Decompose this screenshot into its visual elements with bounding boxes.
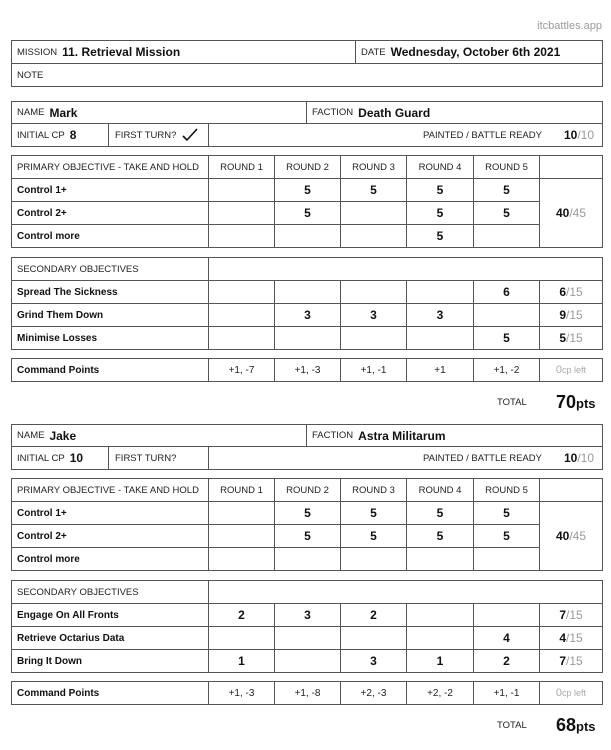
command-points-cell[interactable]: +1, -3 [208,681,275,705]
primary-row-label: Control 1+ [11,178,209,202]
secondary-header-blank [208,257,603,281]
primary-score-cell[interactable]: 5 [473,178,540,202]
round-header [208,478,275,502]
primary-score-cell[interactable]: 5 [340,501,407,525]
cp-left-value: 0 [555,364,563,376]
cp-left-unit: cp left [562,688,587,698]
round-header-label: ROUND 1 [220,161,263,173]
painted-field[interactable] [208,446,603,470]
round-header [473,155,540,179]
round-header [340,155,407,179]
round-header [406,155,474,179]
secondary-row-label: Bring It Down [11,649,209,673]
secondary-total [539,303,603,327]
secondary-header [11,580,209,604]
secondary-score-cell[interactable] [473,603,540,627]
primary-score-cell[interactable] [208,178,275,202]
player-total [556,392,596,413]
player-name-value: Mark [49,105,78,120]
primary-score-cell[interactable] [208,224,275,248]
primary-score-cell[interactable] [208,524,275,548]
primary-header-label: PRIMARY OBJECTIVE - TAKE AND HOLD [17,161,199,173]
secondary-row-label: Grind Them Down [11,303,209,327]
faction-value: Astra Militarum [358,428,446,443]
primary-header [11,478,209,502]
secondary-row-label: Engage On All Fronts [11,603,209,627]
primary-score-cell[interactable]: 5 [406,501,474,525]
primary-score-cell[interactable]: 5 [473,501,540,525]
secondary-total-out-of: /15 [566,331,583,345]
secondary-total-out-of: /15 [566,631,583,645]
player-name-value: Jake [49,428,77,443]
secondary-score-cell[interactable]: 2 [473,649,540,673]
painted-field[interactable] [208,123,603,147]
secondary-total-value: 4 [559,631,566,645]
player-total [556,715,596,736]
primary-score-cell[interactable] [208,501,275,525]
primary-total-out-of: /45 [569,206,587,220]
primary-score-cell[interactable] [208,547,275,571]
cp-left-unit: cp left [562,365,587,375]
secondary-score-cell[interactable]: 3 [406,303,474,327]
secondary-score-cell[interactable]: 4 [473,626,540,650]
round-header-label: ROUND 3 [352,484,395,496]
secondary-score-cell[interactable] [340,326,407,350]
painted-score: 10 [563,128,578,142]
secondary-score-cell[interactable]: 3 [274,303,341,327]
brand-label: itcbattles.app [537,20,602,32]
secondary-score-cell[interactable] [208,626,275,650]
primary-score-cell[interactable] [340,547,407,571]
round-header [340,478,407,502]
secondary-score-cell[interactable] [406,626,474,650]
mission-value: 11. Retrieval Mission [62,45,181,59]
player-total-unit: pts [576,396,596,411]
primary-score-cell[interactable] [274,224,341,248]
first-turn-field[interactable] [108,446,209,470]
player-total-value: 70 [556,392,577,412]
initial-cp-field[interactable] [11,446,109,470]
name-label: NAME [17,430,45,441]
painted-score: 10 [563,451,578,465]
mission-field[interactable] [11,40,356,64]
secondary-total [539,280,603,304]
player-name-field[interactable] [11,101,307,124]
faction-label: FACTION [312,430,354,441]
secondary-total [539,626,603,650]
secondary-total-value: 5 [559,331,566,345]
faction-label: FACTION [312,107,354,118]
command-points-label: Command Points [11,681,209,705]
secondary-header-blank [208,580,603,604]
primary-score-cell[interactable]: 5 [274,178,341,202]
primary-score-cell[interactable] [208,201,275,225]
secondary-score-cell[interactable] [340,280,407,304]
command-points-cell[interactable]: +1, -1 [340,358,407,382]
initial-cp-label: INITIAL CP [17,129,65,141]
secondary-total-out-of: /15 [566,285,583,299]
painted-label: PAINTED / BATTLE READY [423,452,542,464]
round-header-label: ROUND 2 [286,161,329,173]
primary-score-cell[interactable]: 5 [274,524,341,548]
initial-cp-field[interactable] [11,123,109,147]
date-field[interactable] [355,40,603,64]
primary-score-cell[interactable] [274,547,341,571]
secondary-score-cell[interactable]: 3 [340,303,407,327]
secondary-score-cell[interactable]: 2 [340,603,407,627]
primary-score-cell[interactable]: 5 [406,178,474,202]
command-points-cell[interactable]: +1 [406,358,474,382]
round-header-label: ROUND 5 [485,484,528,496]
secondary-row-label: Spread The Sickness [11,280,209,304]
faction-field[interactable] [306,424,603,447]
secondary-total-out-of: /15 [566,654,583,668]
name-label: NAME [17,107,45,118]
round-header [406,478,474,502]
primary-score-cell[interactable]: 5 [406,224,474,248]
secondary-header [11,257,209,281]
secondary-score-cell[interactable]: 5 [473,326,540,350]
primary-score-cell[interactable] [473,224,540,248]
primary-total-header [539,478,603,502]
secondary-total-value: 6 [559,285,566,299]
note-field[interactable] [11,63,603,87]
command-points-cell[interactable]: +1, -1 [473,681,540,705]
player-name-field[interactable] [11,424,307,447]
round-header-label: ROUND 1 [220,484,263,496]
secondary-score-cell[interactable] [274,326,341,350]
primary-total-out-of: /45 [569,529,587,543]
primary-total [539,178,603,248]
primary-row-label: Control 1+ [11,501,209,525]
primary-score-cell[interactable]: 5 [274,201,341,225]
secondary-total-out-of: /15 [566,308,583,322]
initial-cp-value: 8 [69,128,77,142]
secondary-total-value: 7 [559,654,566,668]
secondary-score-cell[interactable] [274,280,341,304]
primary-score-cell[interactable] [473,547,540,571]
primary-row-label: Control more [11,547,209,571]
secondary-score-cell[interactable] [340,626,407,650]
primary-score-cell[interactable]: 5 [406,524,474,548]
primary-score-cell[interactable]: 5 [473,524,540,548]
secondary-total [539,603,603,627]
secondary-score-cell[interactable] [208,303,275,327]
first-turn-label: FIRST TURN? [115,452,177,464]
round-header-label: ROUND 3 [352,161,395,173]
primary-total-value: 40 [555,206,570,220]
secondary-score-cell[interactable]: 3 [274,603,341,627]
initial-cp-value: 10 [69,451,84,465]
primary-row-label: Control 2+ [11,524,209,548]
primary-total-header [539,155,603,179]
note-label: NOTE [17,69,44,81]
first-turn-field[interactable] [108,123,209,147]
cp-left [539,681,603,705]
primary-total [539,501,603,571]
command-points-cell[interactable]: +1, -7 [208,358,275,382]
secondary-score-cell[interactable] [274,626,341,650]
secondary-score-cell[interactable]: 1 [406,649,474,673]
secondary-score-cell[interactable]: 3 [340,649,407,673]
secondary-score-cell[interactable] [406,603,474,627]
secondary-score-cell[interactable]: 6 [473,280,540,304]
command-points-cell[interactable]: +1, -8 [274,681,341,705]
faction-field[interactable] [306,101,603,124]
command-points-label: Command Points [11,358,209,382]
painted-out-of: /10 [577,128,594,142]
primary-score-cell[interactable] [340,201,407,225]
round-header-label: ROUND 2 [286,484,329,496]
round-header-label: ROUND 5 [485,161,528,173]
command-points-cell[interactable]: +1, -2 [473,358,540,382]
primary-score-cell[interactable] [406,547,474,571]
secondary-row-label: Minimise Losses [11,326,209,350]
player-total-unit: pts [576,719,596,734]
secondary-total [539,649,603,673]
painted-out-of: /10 [577,451,594,465]
secondary-score-cell[interactable] [473,303,540,327]
primary-score-cell[interactable]: 5 [274,501,341,525]
cp-left [539,358,603,382]
primary-header-label: PRIMARY OBJECTIVE - TAKE AND HOLD [17,484,199,496]
total-label: TOTAL [497,720,527,731]
primary-score-cell[interactable]: 5 [406,201,474,225]
secondary-total-out-of: /15 [566,608,583,622]
secondary-header-label: SECONDARY OBJECTIVES [17,263,139,275]
faction-value: Death Guard [358,105,431,120]
command-points-cell[interactable]: +2, -2 [406,681,474,705]
secondary-total-value: 9 [559,308,566,322]
command-points-cell[interactable]: +2, -3 [340,681,407,705]
secondary-score-cell[interactable]: 1 [208,649,275,673]
secondary-row-label: Retrieve Octarius Data [11,626,209,650]
primary-row-label: Control more [11,224,209,248]
primary-header [11,155,209,179]
round-header [208,155,275,179]
primary-score-cell[interactable]: 5 [473,201,540,225]
initial-cp-label: INITIAL CP [17,452,65,464]
round-header [473,478,540,502]
date-label: DATE [361,46,386,58]
secondary-score-cell[interactable] [406,326,474,350]
secondary-score-cell[interactable] [208,280,275,304]
secondary-score-cell[interactable] [406,280,474,304]
secondary-header-label: SECONDARY OBJECTIVES [17,586,139,598]
round-header [274,478,341,502]
checkmark-icon [182,128,198,142]
mission-label: MISSION [17,46,58,58]
player-total-value: 68 [556,715,577,735]
secondary-score-cell[interactable]: 2 [208,603,275,627]
primary-score-cell[interactable]: 5 [340,524,407,548]
cp-left-value: 0 [555,687,563,699]
total-label: TOTAL [497,397,527,408]
secondary-total [539,326,603,350]
primary-row-label: Control 2+ [11,201,209,225]
primary-score-cell[interactable] [340,224,407,248]
secondary-total-value: 7 [559,608,566,622]
round-header [274,155,341,179]
secondary-score-cell[interactable] [274,649,341,673]
first-turn-label: FIRST TURN? [115,129,177,141]
round-header-label: ROUND 4 [418,484,462,496]
round-header-label: ROUND 4 [418,161,462,173]
date-value: Wednesday, October 6th 2021 [390,45,561,59]
secondary-score-cell[interactable] [208,326,275,350]
command-points-cell[interactable]: +1, -3 [274,358,341,382]
primary-score-cell[interactable]: 5 [340,178,407,202]
painted-label: PAINTED / BATTLE READY [423,129,542,141]
primary-total-value: 40 [555,529,570,543]
